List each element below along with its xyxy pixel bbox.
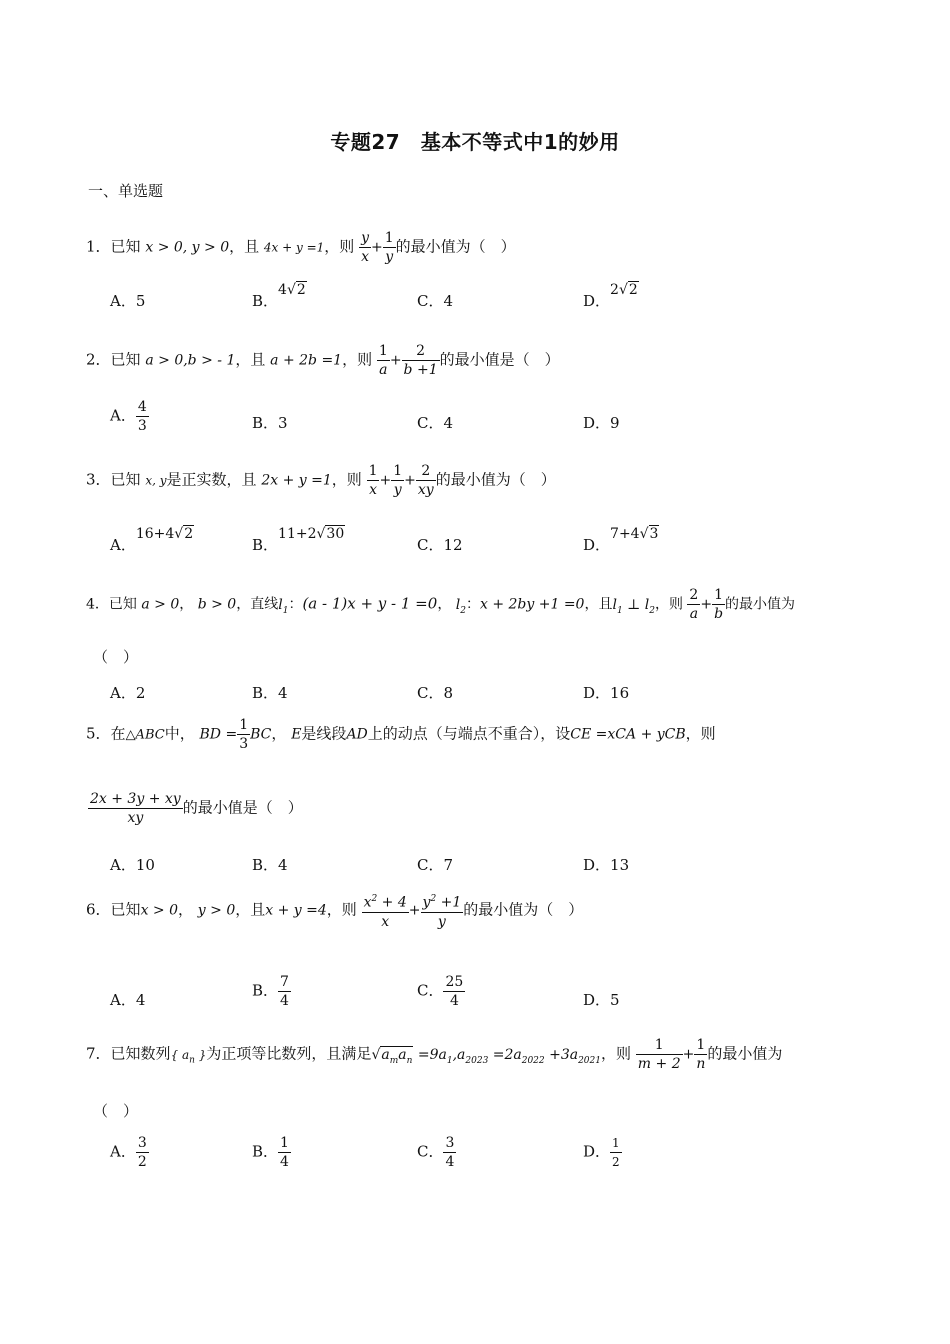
option-c: C．7 bbox=[417, 856, 454, 874]
condition-math: CE =xCA + yCB bbox=[570, 726, 686, 743]
question-text: ， bbox=[271, 724, 287, 743]
question-text: ，且 bbox=[584, 596, 613, 613]
expression-fraction: $\frac{1}{3}$ bbox=[239, 717, 249, 752]
condition-math: a > 0 bbox=[141, 596, 180, 613]
question-4-continuation: （ ） bbox=[93, 648, 139, 666]
option-a: A．10 bbox=[110, 856, 155, 874]
question-text: ， bbox=[179, 596, 194, 613]
question-text: ，则 bbox=[342, 350, 373, 369]
question-7-continuation: （ ） bbox=[93, 1102, 139, 1120]
option-d: D． $\frac{1}{2}$ bbox=[583, 1136, 620, 1169]
option-c: C．12 bbox=[417, 536, 463, 554]
question-4: 4．已知 a > 0， b > 0，直线$l_1$：(a - 1)x + y - 1 =0， $l_2$：x + 2by +1 =0，且$l_1$ ⊥ $l_2$，则 $\frac{2}{a}$ + $\frac{1}{b}$ 的最小值为 bbox=[86, 587, 796, 622]
question-number: 4． bbox=[86, 596, 109, 613]
expression-fraction: $\frac{1}{x}$ bbox=[368, 463, 378, 498]
option-a: A．2 bbox=[110, 684, 146, 702]
option-a: A．16+4√2 bbox=[110, 526, 194, 554]
question-text: 的最小值为（ ） bbox=[435, 470, 556, 489]
condition-math: E bbox=[291, 726, 302, 743]
expression-fraction: $\frac{2}{a}$ bbox=[689, 587, 699, 622]
option-a: A．5 bbox=[110, 292, 146, 310]
question-text: ，则 bbox=[331, 470, 362, 489]
condition-math: y > 0 bbox=[197, 902, 236, 919]
option-d: D．7+4√3 bbox=[583, 526, 659, 554]
question-number: 6． bbox=[86, 900, 111, 919]
condition-math: x > 0, y > 0 bbox=[145, 239, 230, 256]
question-number: 3． bbox=[86, 470, 111, 489]
condition-math: b > 0 bbox=[197, 596, 237, 613]
question-text: 已知数列 bbox=[110, 1044, 171, 1063]
option-c: C． $\frac{3}{4}$ bbox=[417, 1135, 455, 1170]
question-3: 3．已知 x, y是正实数，且 2x + y =1，则 $\frac{1}{x}$ + $\frac{1}{y}$ + $\frac{2}{xy}$ 的最小值为（ ） bbox=[86, 463, 556, 498]
question-text: 是线段 bbox=[301, 724, 347, 743]
question-text: ， bbox=[437, 596, 452, 613]
question-text: 的最小值为（ ） bbox=[463, 900, 584, 919]
question-2: 2．已知 a > 0,b > - 1，且 a + 2b =1，则 $\frac{1}{a}$ + $\frac{2}{b +1}$ 的最小值是（ ） bbox=[86, 343, 560, 378]
option-a: A．4 bbox=[110, 991, 146, 1009]
option-b: B．4√2 bbox=[252, 282, 306, 310]
question-text: ，直线 bbox=[236, 596, 279, 613]
expression-fraction: $\frac{2}{b +1}$ bbox=[403, 343, 438, 378]
question-number: 7． bbox=[86, 1044, 111, 1063]
question-text: 上的动点（与端点不重合），设 bbox=[367, 724, 571, 743]
option-b: B．4 bbox=[252, 856, 288, 874]
option-c: C．4 bbox=[417, 292, 454, 310]
question-text: ，则 bbox=[600, 1044, 631, 1063]
option-b: B．11+2√30 bbox=[252, 526, 345, 554]
question-text: 已知 bbox=[110, 900, 141, 919]
question-text: 在 bbox=[110, 724, 126, 743]
section-heading: 一、单选题 bbox=[88, 182, 164, 200]
condition-math: x, y bbox=[145, 473, 167, 488]
expression-fraction: $\frac{1}{m + 2}$ bbox=[637, 1037, 681, 1072]
option-d: D．16 bbox=[583, 684, 630, 702]
option-d: D．13 bbox=[583, 856, 630, 874]
question-text: 的最小值是（ ） bbox=[182, 798, 303, 817]
question-text: ，则 bbox=[654, 596, 683, 613]
expression-fraction: $\frac{y}{x}$ bbox=[361, 230, 370, 265]
question-text: 的最小值为 bbox=[725, 596, 796, 613]
condition-math: △ABC bbox=[125, 727, 165, 743]
question-text: 的最小值是（ ） bbox=[439, 350, 560, 369]
condition-math: a + 2b =1 bbox=[270, 352, 343, 369]
question-5: 5．在△ABC中， BD = $\frac{1}{3}$ BC， E是线段AD上的动点（与端点不重合），设CE =xCA + yCB，则 bbox=[86, 717, 716, 752]
condition-math: a > 0,b > - 1 bbox=[145, 352, 236, 369]
condition-math: 2x + y =1 bbox=[261, 472, 332, 489]
question-text: 为正项等比数列，且满足 bbox=[206, 1044, 372, 1063]
option-b: B．3 bbox=[252, 414, 288, 432]
condition-math: AD bbox=[346, 726, 368, 743]
option-b: B． $\frac{1}{4}$ bbox=[252, 1135, 289, 1170]
question-text: 已知 bbox=[110, 470, 141, 489]
option-c: C．4 bbox=[417, 414, 454, 432]
condition-math: x + y =4 bbox=[265, 902, 327, 919]
question-text: ，则 bbox=[324, 237, 355, 256]
expression-fraction: $\frac{y^2 +1}{y}$ bbox=[421, 890, 464, 931]
question-number: 2． bbox=[86, 350, 111, 369]
expression-fraction: $\frac{1}{b}$ bbox=[714, 587, 724, 622]
question-number: 5． bbox=[86, 724, 111, 743]
option-d: D．9 bbox=[583, 414, 620, 432]
question-text: ，且 bbox=[229, 237, 260, 256]
expression-fraction: $\frac{1}{y}$ bbox=[393, 463, 403, 498]
option-c: C． $\frac{25}{4}$ bbox=[417, 974, 464, 1009]
option-a: A． $\frac{3}{2}$ bbox=[110, 1135, 147, 1170]
question-text: 的最小值为 bbox=[707, 1044, 783, 1063]
page-title: 专题27 基本不等式中1的妙用 bbox=[330, 130, 620, 154]
question-text: ，则 bbox=[685, 724, 716, 743]
expression-fraction: $\frac{1}{a}$ bbox=[378, 343, 388, 378]
question-text: 已知 bbox=[110, 350, 141, 369]
option-b: B． $\frac{7}{4}$ bbox=[252, 974, 289, 1009]
question-text: ，且 bbox=[235, 900, 266, 919]
expression-fraction: $\frac{1}{n}$ bbox=[696, 1037, 706, 1072]
question-text: ，且 bbox=[235, 350, 266, 369]
question-text: ， bbox=[178, 900, 194, 919]
question-text: 的最小值为（ ） bbox=[395, 237, 516, 256]
expression-fraction: $\frac{x^2 + 4}{x}$ bbox=[362, 890, 409, 931]
option-a: A． $\frac{4}{3}$ bbox=[110, 399, 147, 434]
question-text: ，则 bbox=[326, 900, 357, 919]
option-b: B．4 bbox=[252, 684, 288, 702]
question-7: 7．已知数列{ $a_n$ }为正项等比数列，且满足$√a_ma_n =9a_1,a_{2023} =2a_{2022} +3a_{2021}$，则 $\frac{1}{m + 2}$ + $\frac{1}{n}$ 的最小值为 bbox=[86, 1037, 783, 1072]
question-text: ： bbox=[465, 596, 480, 613]
question-1: 1．已知 x > 0, y > 0，且 4x + y =1，则 $\frac{y}{x}$ + $\frac{1}{y}$ 的最小值为（ ） bbox=[86, 230, 516, 265]
option-c: C．8 bbox=[417, 684, 454, 702]
condition-math: x > 0 bbox=[140, 902, 178, 919]
option-d: D．5 bbox=[583, 991, 620, 1009]
question-6: 6．已知x > 0， y > 0，且x + y =4，则 $\frac{x^2 + 4}{x}$ + $\frac{y^2 +1}{y}$ 的最小值为（ ） bbox=[86, 890, 583, 931]
expression-fraction: $\frac{2x + 3y + xy}{xy}$ bbox=[90, 791, 181, 826]
question-text: 已知 bbox=[110, 237, 141, 256]
question-number: 1． bbox=[86, 237, 111, 256]
condition-math: 4x + y =1 bbox=[263, 240, 325, 255]
question-text: 中， bbox=[164, 724, 195, 743]
question-text: 是正实数，且 bbox=[166, 470, 257, 489]
question-text: 已知 bbox=[108, 596, 137, 613]
option-d: D．2√2 bbox=[583, 282, 638, 310]
expression-fraction: $\frac{1}{y}$ bbox=[384, 230, 394, 265]
question-5-continuation bbox=[88, 790, 303, 827]
expression-fraction: $\frac{2}{xy}$ bbox=[417, 463, 434, 498]
